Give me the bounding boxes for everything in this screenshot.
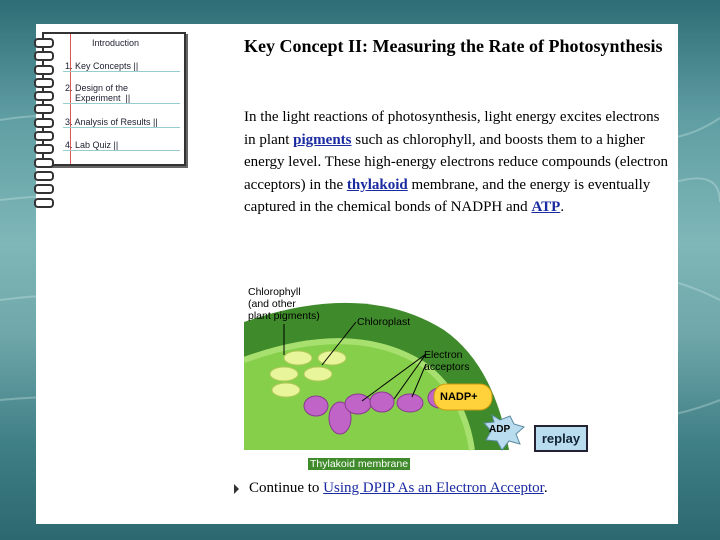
link-atp[interactable]: ATP <box>531 199 561 215</box>
link-continue[interactable]: Using DPIP As an Electron Acceptor <box>323 480 544 496</box>
notebook-title[interactable]: Introduction <box>92 38 140 48</box>
content-page <box>36 24 678 524</box>
link-pigments[interactable]: pigments <box>293 131 352 148</box>
link-thylakoid[interactable]: thylakoid <box>346 176 408 193</box>
continue-line: Continue to Using DPIP As an Electron Acceptor. <box>232 480 548 497</box>
replay-button[interactable]: replay <box>534 425 588 452</box>
label-thylakoid-membrane: Thylakoid membrane <box>310 458 409 470</box>
nav-item-lab-quiz[interactable]: 4. Lab Quiz || <box>63 140 180 151</box>
label-electron-acceptors: Electron acceptors <box>424 349 470 373</box>
nav-item-design[interactable]: 2. Design of the Experiment || <box>63 83 180 104</box>
nav-item-analysis[interactable]: 3. Analysis of Results || <box>63 117 180 128</box>
notebook-nav <box>42 32 186 166</box>
label-adp: ADP <box>489 424 511 435</box>
label-chlorophyll: Chlorophyll (and other plant pigments) <box>248 286 320 322</box>
nav-item-key-concepts[interactable]: 1. Key Concepts || <box>63 61 180 72</box>
triangle-right-icon <box>234 484 239 494</box>
spiral-binding <box>34 38 54 211</box>
label-chloroplast: Chloroplast <box>357 316 411 328</box>
intro-paragraph: In the light reactions of photosynthesis, light energy excites electrons in plant pigments such as chlorophyll, and boosts them to a higher energy level. These high-energy electrons reduce compounds (electron acceptors) in the thylakoid membrane, and the energy is eventually captured in the chemical bonds of NADPH and ATP. <box>244 109 669 215</box>
label-nadp: NADP+ <box>440 391 478 403</box>
page-title: Key Concept II: Measuring the Rate of Photosynthesis <box>244 36 663 56</box>
